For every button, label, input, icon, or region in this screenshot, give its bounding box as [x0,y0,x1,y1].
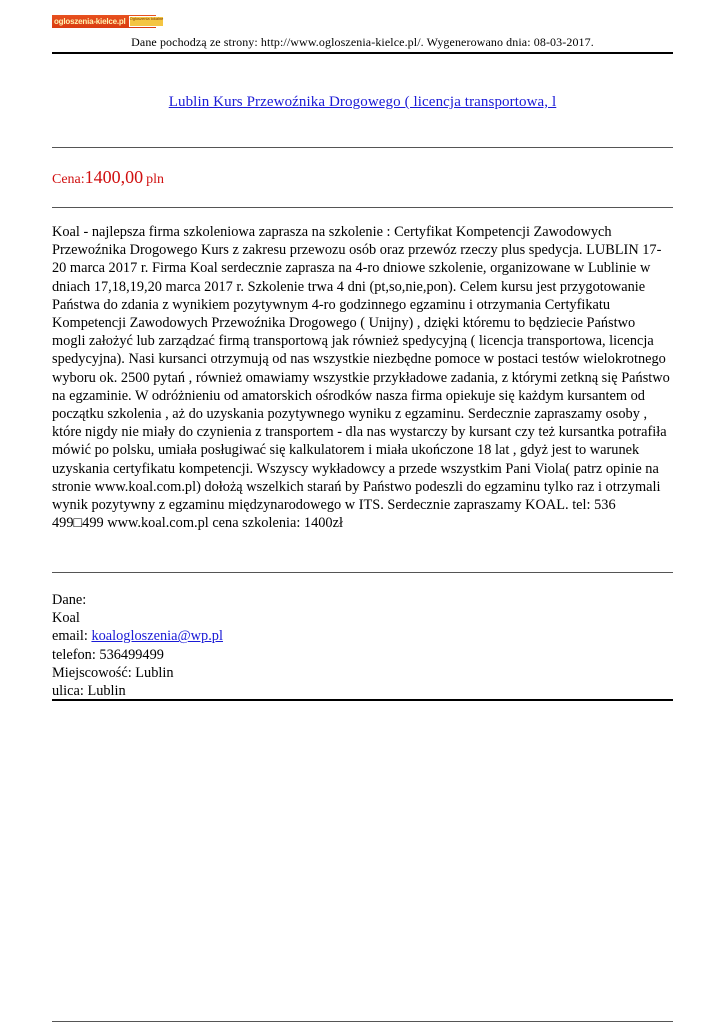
contact-email-row [52,627,223,645]
description-divider [52,572,673,573]
header-divider [52,52,673,54]
price-currency: pln [146,172,165,187]
price-value: 1400,00 [84,167,144,187]
listing-description: Koal - najlepsza firma szkoleniowa zaprasza na szkolenie : Certyfikat Kompetencji Zawodowych Przewoźnika Drogowego Kurs z zakresu przewozu osób oraz przewóz rzeczy plus spedycja. LUBLIN 17-20 marca 2017 r. Firma Koal serdecznie zaprasza na 4-ro dniowe szkolenie, organizowane w Lublinie w dniach 17,18,19,20 marca 2017 r. Szkolenie trwa 4 dni (pt,so,nie,pon). Celem kursu jest przygotowanie Państwa do zdania z wynikiem pozytywnym 4-ro godzinnego egzaminu i otrzymania Certyfikatu Kompetencji Zawodowych Przewoźnika Drogowego ( Unijny) , dzięki któremu to będziecie Państwo mogli założyć lub zarządzać firmą transportową jak również spedycyjną ( licencja transportowa, licencja spedycyjna). Nasi kursanci otrzymują od nas wszystkie niezbędne pomoce w postaci testów wielokrotnego wyboru ok. 2500 pytań , również omawiamy wszystkie przykładowe zadania, z którymi zetkną się Państwo na egzaminie. W odróżnieniu od amatorskich ośrodków nasza firma opiekuje się każdym kursantem od początku szkolenia , aż do uzyskania pozytywnego wyniku z egzaminu. Serdecznie zapraszamy osoby , które nigdy nie miały do czynienia z transportem - dla nas wystarczy by kursant czy też kursantka potrafiła mówić po polsku, umiała posługiwać się kalkulatorem i miała ukończone 18 lat , gdyż jest to warunek uzyskania certyfikatu kompetencji. Wszyscy wykładowcy a przede wszystkim Pani Viola( patrz opinie na stronie www.koal.com.pl) dołożą wszelkich starań by Państwo podeszli do egzaminu tylko raz i otrzymali wynik pozytywny z egzaminu międzynarodowego w ITS. Serdecznie zapraszamy KOAL. tel: 536 499□499 www.koal.com.pl cena szkolenia: 1400zł [52,224,670,532]
contact-email-link[interactable]: koalogloszenia@wp.pl [91,628,223,645]
listing-title-link[interactable]: Lublin Kurs Przewoźnika Drogowego ( licencja transportowa, l [168,94,557,110]
price-row [52,167,164,188]
source-line: Dane pochodzą ze strony: http://www.ogloszenia-kielce.pl/. Wygenerowano dnia: 08-03-2017. [131,35,594,49]
contact-city: Miejscowość: Lublin [52,664,174,681]
title-divider [52,147,673,148]
contact-email-label: email: [52,628,92,645]
contact-phone: telefon: 536499499 [52,646,164,663]
price-label: Cena: [52,172,85,187]
contact-divider [52,699,673,701]
site-logo-text: ogloszenia-kielce.pl [54,17,126,26]
site-logo-badge: Ogłoszenia lokalne [129,16,165,27]
price-divider [52,207,673,208]
contact-block [52,591,223,700]
site-logo [52,15,164,28]
footer-divider [52,1021,673,1022]
contact-heading: Dane: [52,592,87,608]
contact-street: ulica: Lublin [52,683,126,700]
contact-name: Koal [52,610,80,627]
